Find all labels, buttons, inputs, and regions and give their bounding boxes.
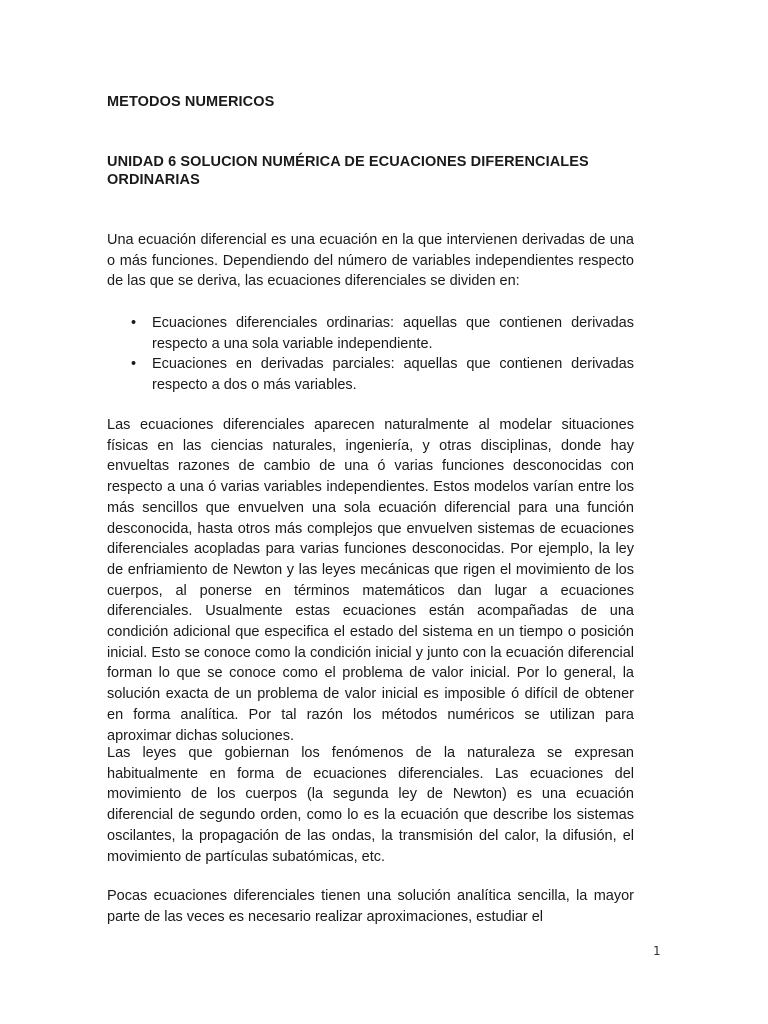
equation-types-list bbox=[107, 313, 634, 396]
bullet-icon: • bbox=[131, 356, 137, 373]
document-page bbox=[107, 0, 660, 1024]
list-item-text: Ecuaciones diferenciales ordinarias: aquellas que contienen derivadas respecto a una sola variable independiente. bbox=[152, 315, 634, 352]
intro-paragraph: Una ecuación diferencial es una ecuación en la que intervienen derivadas de una o más funciones. Dependiendo del número de variables independientes respecto de las que se deriva, las ecuaciones diferenciales se dividen en: bbox=[107, 232, 634, 290]
list-item-text: Ecuaciones en derivadas parciales: aquellas que contienen derivadas respecto a dos o más variables. bbox=[152, 356, 634, 394]
page-number: 1 bbox=[653, 944, 661, 958]
bullet-icon: • bbox=[131, 315, 137, 331]
list-item bbox=[107, 313, 634, 354]
body-paragraph: Las leyes que gobiernan los fenómenos de la naturaleza se expresan habitualmente en forma de ecuaciones diferenciales. Las ecuaciones del movimiento de los cuerpos (la segunda ley de Newton) es una ecuación diferencial de segundo orden, como lo es la ecuación que describe los sistemas oscilantes, la propagación de las ondas, la transmisión del calor, la difusión, el movimiento de partículas subatómicas, etc. bbox=[107, 745, 634, 865]
list-item bbox=[107, 354, 634, 395]
body-paragraph: Las ecuaciones diferenciales aparecen naturalmente al modelar situaciones físicas en las ciencias naturales, ingeniería, y otras disciplinas, donde hay envueltas razones de cambio de una ó varias funciones desconocidas con respecto a una ó varias variables independientes. Estos modelos varían entre los más sencillos que envuelven una sola ecuación diferencial para una función desconocida, hasta otros más complejos que envuelven sistemas de ecuaciones diferenciales acopladas para varias funciones desconocidas. Por ejemplo, la ley de enfriamiento de Newton y las leyes mecánicas que rigen el movimiento de los cuerpos, al ponerse en términos matemáticos dan lugar a ecuaciones diferenciales. Usualmente estas ecuaciones están acompañadas de una condición adicional que especifica el estado del sistema en un tiempo o posición inicial. Esto se conoce como la condición inicial y junto con la ecuación diferencial forman lo que se conoce como el problema de valor inicial. Por lo general, la solución exacta de un problema de valor inicial es imposible ó difícil de obtener en forma analítica. Por tal razón los métodos numéricos se utilizan para aproximar dichas soluciones. bbox=[107, 417, 634, 744]
body-paragraph: Pocas ecuaciones diferenciales tienen una solución analítica sencilla, la mayor parte de las veces es necesario realizar aproximaciones, estudiar el bbox=[107, 888, 634, 925]
document-title: METODOS NUMERICOS bbox=[107, 94, 275, 110]
unit-title: UNIDAD 6 SOLUCION NUMÉRICA DE ECUACIONES DIFERENCIALES ORDINARIAS bbox=[107, 154, 589, 188]
